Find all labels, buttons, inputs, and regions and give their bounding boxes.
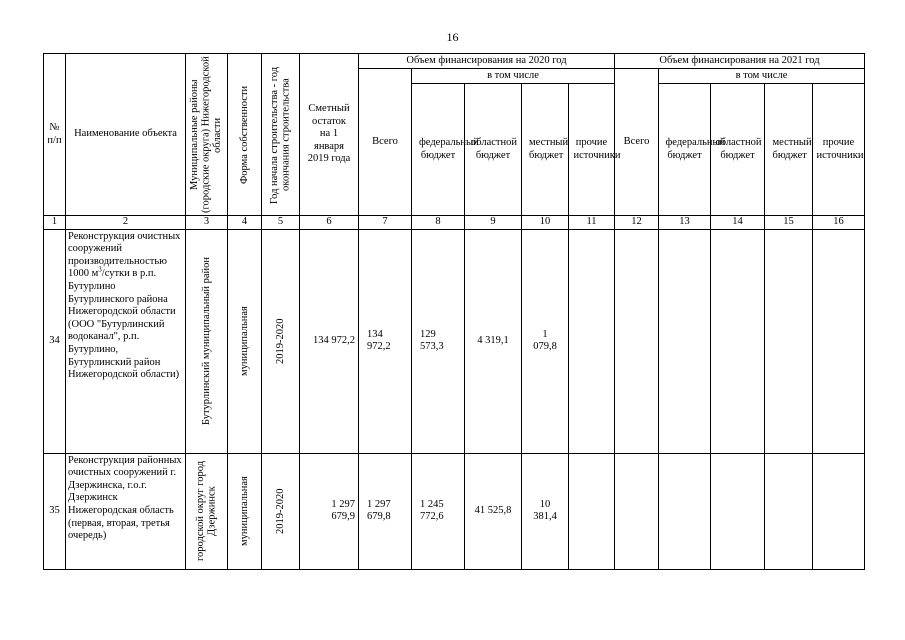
header-no: № п/п (44, 54, 66, 216)
col-number: 12 (615, 216, 659, 230)
header-district: Муниципальные районы (городские округа) Нижегородской области (186, 54, 228, 216)
row-ownership: муниципальная (228, 453, 262, 569)
row-local-2020: 1 079,8 (522, 229, 569, 453)
header-total-2020: Всего (359, 69, 412, 216)
col-number: 7 (359, 216, 412, 230)
row-balance: 1 297 679,9 (300, 453, 359, 569)
col-number: 4 (228, 216, 262, 230)
row-years: 2019-2020 (262, 453, 300, 569)
row-no: 34 (44, 229, 66, 453)
row-local-2020: 10 381,4 (522, 453, 569, 569)
header-federal-2021: федеральный бюджет (659, 84, 711, 216)
row-ownership: муниципальная (228, 229, 262, 453)
col-number: 10 (522, 216, 569, 230)
row-district: городской округ город Дзержинск (186, 453, 228, 569)
row-other-2020 (569, 229, 615, 453)
row-federal-2020: 1 245 772,6 (412, 453, 465, 569)
col-number: 16 (813, 216, 865, 230)
row-years: 2019-2020 (262, 229, 300, 453)
row-regional-2020: 4 319,1 (465, 229, 522, 453)
row-other-2020 (569, 453, 615, 569)
row-total-2020: 134 972,2 (359, 229, 412, 453)
header-including-2021: в том числе (659, 69, 865, 84)
page-number: 16 (446, 30, 459, 44)
header-total-2021: Всего (615, 69, 659, 216)
row-no: 35 (44, 453, 66, 569)
row-regional-2021 (711, 229, 765, 453)
header-including-2020: в том числе (412, 69, 615, 84)
row-federal-2021 (659, 229, 711, 453)
header-other-2020: прочие источники (569, 84, 615, 216)
header-ownership: Форма собственности (228, 54, 262, 216)
header-other-2021: прочие источники (813, 84, 865, 216)
row-federal-2020: 129 573,3 (412, 229, 465, 453)
row-district: Бутурлинский муниципальный район (186, 229, 228, 453)
col-number: 14 (711, 216, 765, 230)
header-group-2020: Объем финансирования на 2020 год (359, 54, 615, 69)
row-local-2021 (765, 453, 813, 569)
col-number: 3 (186, 216, 228, 230)
col-number: 1 (44, 216, 66, 230)
header-regional-2021: областной бюджет (711, 84, 765, 216)
header-balance: Сметный остаток на 1 января 2019 года (300, 54, 359, 216)
col-number: 11 (569, 216, 615, 230)
table-row (44, 453, 865, 569)
header-group-2021: Объем финансирования на 2021 год (615, 54, 865, 69)
financing-table (43, 53, 865, 570)
row-other-2021 (813, 229, 865, 453)
row-total-2021 (615, 229, 659, 453)
row-object-name: Реконструкция районных очистных сооружений г. Дзержинска, г.о.г. Дзержинск Нижегородская область (первая, вторая, третья очередь) (66, 453, 186, 569)
col-number: 2 (66, 216, 186, 230)
header-local-2020: местный бюджет (522, 84, 569, 216)
row-other-2021 (813, 453, 865, 569)
col-number: 15 (765, 216, 813, 230)
col-number: 5 (262, 216, 300, 230)
header-name: Наименование объекта (66, 54, 186, 216)
header-years: Год начала строительства - год окончания строительства (262, 54, 300, 216)
row-object-name: Реконструкция очистных сооружений производительностью 1000 $м^3$/сутки в р.п. Бутурлино Бутурлинского района Нижегородской области (ООО "Бутурлинский водоканал", р.п. Бутурлино, Бутурлинский район Нижегородской области) (66, 229, 186, 453)
table-row (44, 229, 865, 453)
col-number: 8 (412, 216, 465, 230)
row-regional-2021 (711, 453, 765, 569)
col-number: 9 (465, 216, 522, 230)
row-federal-2021 (659, 453, 711, 569)
header-local-2021: местный бюджет (765, 84, 813, 216)
col-number: 13 (659, 216, 711, 230)
row-total-2021 (615, 453, 659, 569)
row-balance: 134 972,2 (300, 229, 359, 453)
row-regional-2020: 41 525,8 (465, 453, 522, 569)
col-number: 6 (300, 216, 359, 230)
row-local-2021 (765, 229, 813, 453)
row-total-2020: 1 297 679,8 (359, 453, 412, 569)
header-regional-2020: областной бюджет (465, 84, 522, 216)
header-federal-2020: федеральный бюджет (412, 84, 465, 216)
